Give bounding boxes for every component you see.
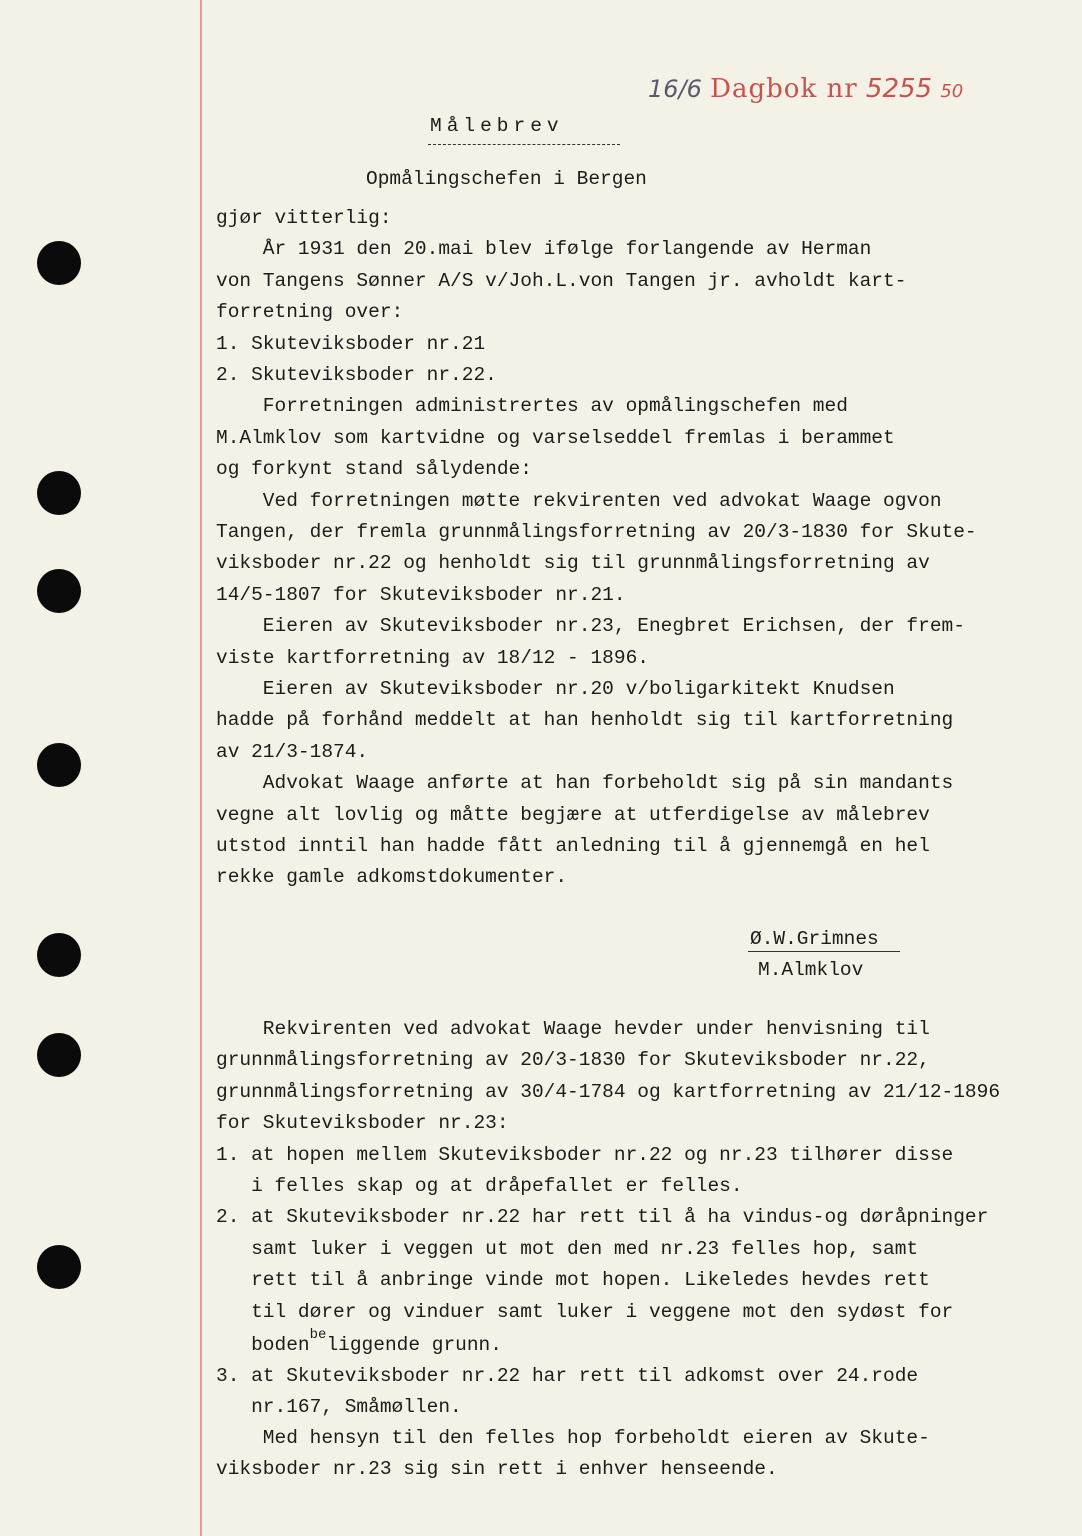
text-line: i felles skap og at dråpefallet er felles. — [216, 1175, 743, 1197]
stamp-year: 50 — [940, 81, 964, 102]
text-line: Ved forretningen møtte rekvirenten ved advokat Waage ogvon — [216, 489, 942, 512]
text-line: Med hensyn til den felles hop forbeholdt eieren av Skute- — [216, 1427, 930, 1449]
text-line: nr.167, Småmøllen. — [216, 1396, 462, 1418]
signature-underline — [748, 951, 900, 952]
text-line: 2. Skuteviksboder nr.22. — [216, 364, 497, 386]
text-line: viksboder nr.22 og henholdt sig til grunnmålingsforretning av — [216, 552, 930, 575]
text-line: til dører og vinduer samt luker i veggene mot den sydøst for — [216, 1300, 954, 1323]
signature-2: M.Almklov — [758, 959, 864, 981]
text-line: grunnmålingsforretning av 30/4-1784 og kartforretning av 21/12-1896 — [216, 1080, 1001, 1103]
text-fragment: liggende grunn. — [326, 1334, 502, 1356]
stamp-date: 16/6 — [648, 75, 702, 103]
title-underline — [428, 144, 620, 145]
superscript-insert: be — [309, 1327, 327, 1343]
text-line: Rekvirenten ved advokat Waage hevder under henvisning til — [216, 1018, 930, 1040]
margin-line — [200, 0, 202, 1536]
text-line: gjør vitterlig: — [216, 207, 392, 229]
text-line: rett til å anbringe vinde mot hopen. Likeledes hevdes rett — [216, 1269, 930, 1292]
text-line: 1. Skuteviksboder nr.21 — [216, 332, 486, 355]
text-line: 2. at Skuteviksboder nr.22 har rett til å ha vindus-og døråpninger — [216, 1206, 989, 1229]
text-line: Forretningen administrertes av opmålingschefen med — [216, 395, 848, 418]
text-line: viste kartforretning av 18/12 - 1896. — [216, 646, 649, 669]
punch-hole — [37, 933, 81, 977]
text-line: von Tangens Sønner A/S v/Joh.L.von Tangen jr. avholdt kart- — [216, 269, 907, 292]
text-line: samt luker i veggen ut mot den med nr.23 felles hop, samt — [216, 1237, 919, 1260]
text-line: Tangen, der fremla grunnmålingsforretning av 20/3-1830 for Skute- — [216, 521, 977, 543]
punch-hole — [37, 1245, 81, 1289]
text-line: Eieren av Skuteviksboder nr.23, Enegbret Erichsen, der frem- — [216, 615, 965, 638]
text-line: Advokat Waage anførte at han forbeholdt sig på sin mandants — [216, 772, 954, 795]
text-line: M.Almklov som kartvidne og varselseddel fremlas i berammet — [216, 426, 895, 449]
text-line: for Skuteviksboder nr.23: — [216, 1112, 509, 1135]
text-line: utstod inntil han hadde fått anledning til å gjennemgå en hel — [216, 835, 930, 857]
punch-hole — [37, 569, 81, 613]
stamp-label: Dagbok nr — [710, 74, 858, 104]
text-line: rekke gamle adkomstdokumenter. — [216, 866, 568, 889]
text-line: grunnmålingsforretning av 20/3-1830 for Skuteviksboder nr.22, — [216, 1049, 930, 1072]
text-line — [216, 1327, 502, 1359]
signature-1: Ø.W.Grimnes — [750, 928, 879, 950]
text-line: og forkynt stand sålydende: — [216, 458, 532, 481]
text-line: 3. at Skuteviksboder nr.22 har rett til adkomst over 24.rode — [216, 1365, 919, 1387]
text-line: hadde på forhånd meddelt at han henholdt sig til kartforretning — [216, 709, 954, 732]
punch-hole — [37, 471, 81, 515]
text-line: Eieren av Skuteviksboder nr.20 v/boligarkitekt Knudsen — [216, 678, 895, 700]
document-header: Opmålingschefen i Bergen — [366, 168, 647, 190]
text-line: År 1931 den 20.mai blev ifølge forlangende av Herman — [216, 238, 872, 261]
text-line: av 21/3-1874. — [216, 740, 369, 763]
text-line: 1. at hopen mellem Skuteviksboder nr.22 og nr.23 tilhører disse — [216, 1143, 954, 1166]
text-line: forretning over: — [216, 301, 404, 324]
journal-stamp — [648, 74, 963, 104]
text-line: 14/5-1807 for Skuteviksboder nr.21. — [216, 583, 626, 606]
punch-hole — [37, 241, 81, 285]
punch-hole — [37, 1033, 81, 1077]
punch-hole — [37, 743, 81, 787]
text-line: vegne alt lovlig og måtte begjære at utferdigelse av målebrev — [216, 803, 930, 826]
stamp-number: 5255 — [865, 74, 933, 104]
document-title: Målebrev — [430, 115, 564, 137]
text-line: viksboder nr.23 sig sin rett i enhver henseende. — [216, 1458, 778, 1480]
text-fragment: boden — [216, 1334, 310, 1356]
